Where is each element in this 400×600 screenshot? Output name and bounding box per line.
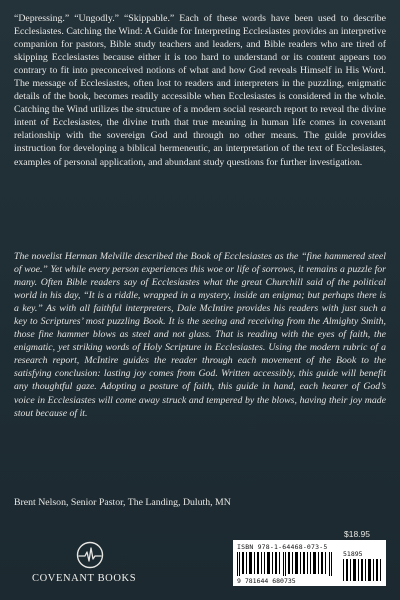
heartbeat-circle-icon: [75, 540, 105, 570]
price-code: 51895: [343, 550, 363, 558]
isbn-label: ISBN 978-1-64468-073-5: [237, 543, 328, 551]
addon-barcode: [343, 559, 381, 581]
endorsement-quote: The novelist Herman Melville described the Book of Ecclesiastes as the “fine hammered steel of woe.” Yet while every person experiences this woe or life of sorrows, it remains a puzzle for many. Often Bible readers say of Ecclesiastes what the great Churchill said of the political world in his day, “It is a riddle, wrapped in a mystery, inside an enigma; but perhaps there is a key.” As with all faithful interpreters, Dale McIntire provides his readers with just such a key to Scriptures’ most puzzling Book. It is the seeing and receiving from the Almighty Smith, those fine hammer blows as steel and not glass. That is reading with the eyes of faith, the enigmatic, yet striking words of Holy Scripture in Ecclesiastes. Using the modern rubric of a research report, McIntire guides the reader through each movement of the Book to the satisfying conclusion: lasting joy comes from God. Written accessibly, this guide will benefit any thoughtful gaze. Adopting a posture of faith, this guide in hand, each hearer of God’s voice in Ecclesiastes will come away struck and tempered by the blows, having their joy made stout because of it.: [14, 251, 386, 419]
price-label: $18.95: [344, 529, 370, 539]
endorser-signature: Brent Nelson, Senior Pastor, The Landing, Duluth, MN: [14, 497, 231, 508]
book-description: “Depressing.” “Ungodly.” “Skippable.” Each of these words have been used to describe Ecclesiastes. Catching the Wind: A Guide for Interpreting Ecclesiastes provides an interpretive companion for pastors, Bible study teachers and leaders, and Bible readers who are tired of skipping Ecclesiastes because either it is too hard to understand or its content appears too contrary to fit into preconceived notions of what and how God reveals Himself in His Word. The message of Ecclesiastes, often lost to readers and interpreters in the puzzling, enigmatic details of the book, becomes readily accessible when Ecclesiastes is considered in the whole. Catching the Wind utilizes the structure of a modern social research report to reveal the divine intent of Ecclesiastes, the divine truth that true meaning in human life comes in covenant relationship with the sovereign God and through no other means. The guide provides instruction for developing a biblical hermeneutic, an interpretation of the text of Ecclesiastes, examples of personal application, and abundant study questions for further investigation.: [14, 13, 386, 168]
isbn-barcode: [233, 540, 386, 586]
barcode-digits: 9 781644 680735: [237, 577, 296, 585]
publisher-name: COVENANT BOOKS: [32, 573, 137, 584]
ean-barcode: [237, 552, 337, 576]
